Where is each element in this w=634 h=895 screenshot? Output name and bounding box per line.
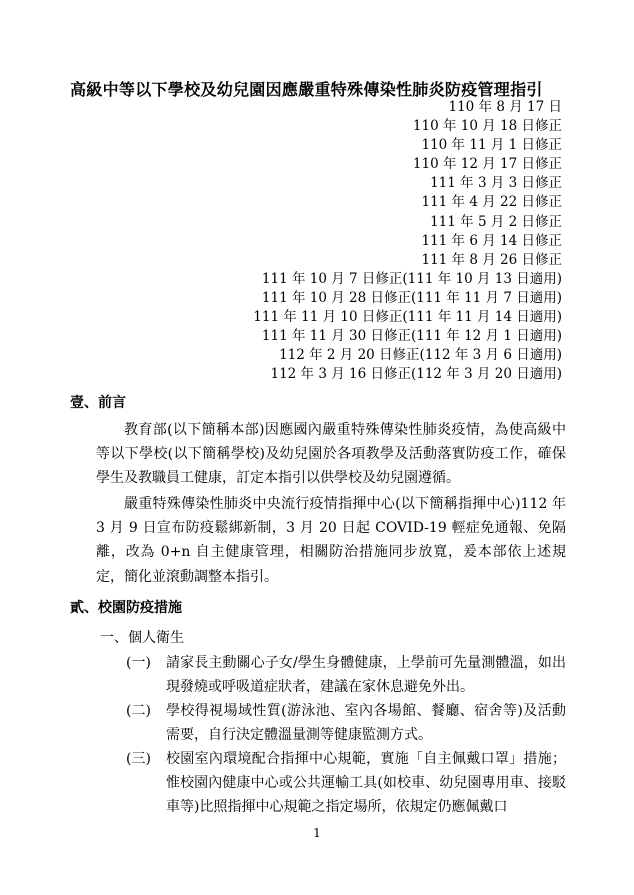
section-heading-measures: 貳、校園防疫措施 bbox=[70, 600, 182, 616]
paragraph: 嚴重特殊傳染性肺炎中央流行疫情指揮中心(以下簡稱指揮中心)112 年 3 月 9 日宣布防疫鬆綁新制，3 月 20 日起 COVID-19 輕症免通報、免隔離，改為 0+n 自主健康管理，相關防治措施同步放寬，爰本部依上述規定，簡化並滾動調整本指引。 bbox=[96, 496, 566, 585]
revision-date: 111 年 10 月 7 日修正(111 年 10 月 13 日適用) bbox=[261, 270, 562, 287]
document-title: 高級中等以下學校及幼兒園因應嚴重特殊傳染性肺炎防疫管理指引 bbox=[70, 80, 543, 99]
list-item bbox=[126, 699, 566, 747]
revision-date: 110 年 10 月 18 日修正 bbox=[412, 118, 562, 135]
revision-date: 110 年 12 月 17 日修正 bbox=[412, 156, 562, 173]
revision-date: 111 年 4 月 22 日修正 bbox=[421, 194, 562, 211]
list-item-number: (二) bbox=[126, 703, 151, 719]
revision-date: 110 年 8 月 17 日 bbox=[448, 99, 562, 115]
revision-date: 112 年 3 月 16 日修正(112 年 3 月 20 日適用) bbox=[270, 366, 562, 383]
revision-date: 111 年 8 月 26 日修正 bbox=[421, 251, 562, 268]
page-number: 1 bbox=[313, 826, 321, 840]
list-item-number: (一) bbox=[126, 655, 151, 671]
section-heading-preface: 壹、前言 bbox=[70, 395, 126, 411]
list-item-text: 請家長主動關心子女/學生身體健康，上學前可先量測體溫，如出現發燒或呼吸道症狀者，建議在家休息避免外出。 bbox=[166, 655, 566, 696]
revision-date: 111 年 11 月 10 日修正(111 年 11 月 14 日適用) bbox=[253, 309, 562, 326]
list-item bbox=[126, 651, 566, 699]
revision-date: 111 年 6 月 14 日修正 bbox=[421, 232, 562, 249]
revision-date: 112 年 2 月 20 日修正(112 年 3 月 6 日適用) bbox=[279, 347, 562, 364]
revision-date: 111 年 11 月 30 日修正(111 年 12 月 1 日適用) bbox=[261, 328, 562, 345]
revision-date: 111 年 10 月 28 日修正(111 年 11 月 7 日適用) bbox=[261, 289, 562, 306]
revision-date: 111 年 5 月 2 日修正 bbox=[430, 213, 562, 230]
list-item-text: 校園室內環境配合指揮中心規範，實施「自主佩戴口罩」措施；惟校園內健康中心或公共運輸工具(如校車、幼兒園專用車、接駁車等)比照指揮中心規範之指定場所，依規定仍應佩戴口 bbox=[166, 751, 566, 816]
revision-date: 111 年 3 月 3 日修正 bbox=[430, 175, 562, 192]
subsection-heading: 一、個人衛生 bbox=[100, 630, 184, 646]
list-item-number: (三) bbox=[126, 751, 151, 767]
revision-date: 110 年 11 月 1 日修正 bbox=[421, 137, 562, 154]
list-item-text: 學校得視場域性質(游泳池、室內各場館、餐廳、宿舍等)及活動需要，自行決定體溫量測等健康監測方式。 bbox=[166, 703, 566, 744]
list-item bbox=[126, 747, 566, 820]
revision-dates bbox=[253, 98, 562, 384]
paragraph: 教育部(以下簡稱本部)因應國內嚴重特殊傳染性肺炎疫情，為使高級中等以下學校(以下簡稱學校)及幼兒園於各項教學及活動落實防疫工作，確保學生及教職員工健康，訂定本指引以供學校及幼兒園遵循。 bbox=[96, 422, 566, 487]
